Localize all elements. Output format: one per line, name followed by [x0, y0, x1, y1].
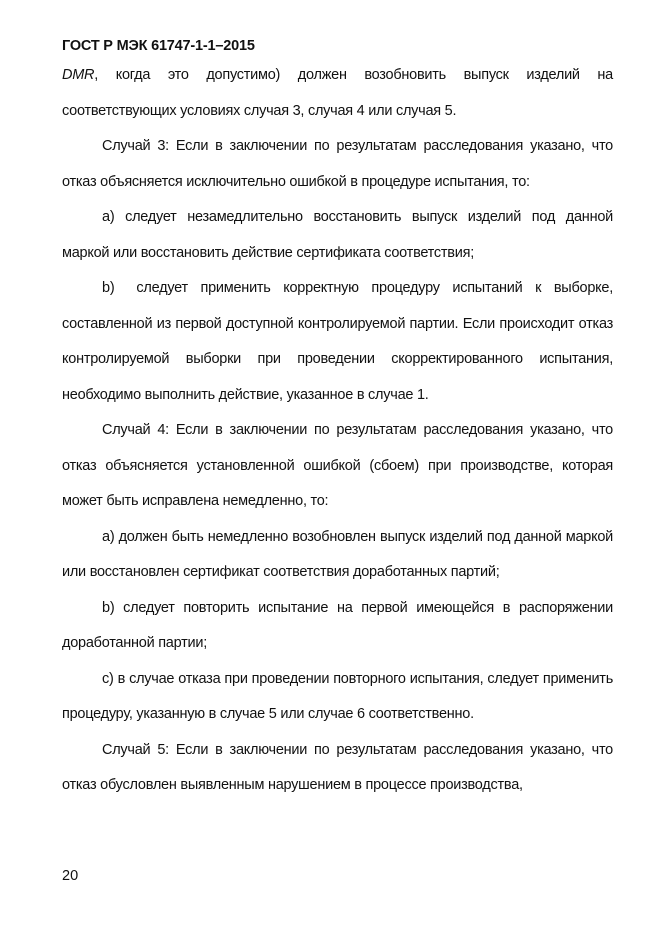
list-item-3b [62, 271, 613, 413]
page-number: 20 [62, 868, 79, 884]
list-item-text: следует применить корректную процедуру испытаний к выборке, составленной из первой доступной контролируемой партии. Если происходит отказ контролируемой выборки при проведении скорректированного испытания, необходимо выполнить действие, указанное в случае 1. [62, 280, 613, 403]
list-item-4c: c) в случае отказа при проведении повторного испытания, следует применить процедуру, указанную в случае 5 или случае 6 соответственно. [62, 670, 613, 722]
list-marker: b) [102, 280, 115, 296]
list-item-4a: a) должен быть немедленно возобновлен выпуск изделий под данной маркой или восстановлен сертификат соответствия доработанных партий; [62, 528, 613, 580]
list-item-4b: b) следует повторить испытание на первой имеющейся в распоряжении доработанной партии; [62, 599, 613, 651]
abbreviation-dmr: DMR [62, 67, 95, 83]
list-item-3a: a) следует незамедлительно восстановить выпуск изделий под данной маркой или восстановить действие сертификата соответствия; [62, 209, 613, 261]
paragraph-text: , когда это допустимо) должен возобновить выпуск изделий на соответствующих условиях случая 3, случая 4 или случая 5. [62, 67, 613, 119]
document-header: ГОСТ Р МЭК 61747-1-1–2015 [62, 38, 255, 54]
paragraph-case-5: Случай 5: Если в заключении по результатам расследования указано, что отказ обусловлен выявленным нарушением в процессе производства, [62, 741, 613, 793]
document-body [62, 58, 613, 804]
paragraph-case-3: Случай 3: Если в заключении по результатам расследования указано, что отказ объясняется исключительно ошибкой в процедуре испытания, то: [62, 138, 613, 190]
paragraph-case-4: Случай 4: Если в заключении по результатам расследования указано, что отказ объясняется установленной ошибкой (сбоем) при производстве, которая может быть исправлена немедленно, то: [62, 422, 613, 509]
paragraph-continuation [62, 58, 613, 129]
